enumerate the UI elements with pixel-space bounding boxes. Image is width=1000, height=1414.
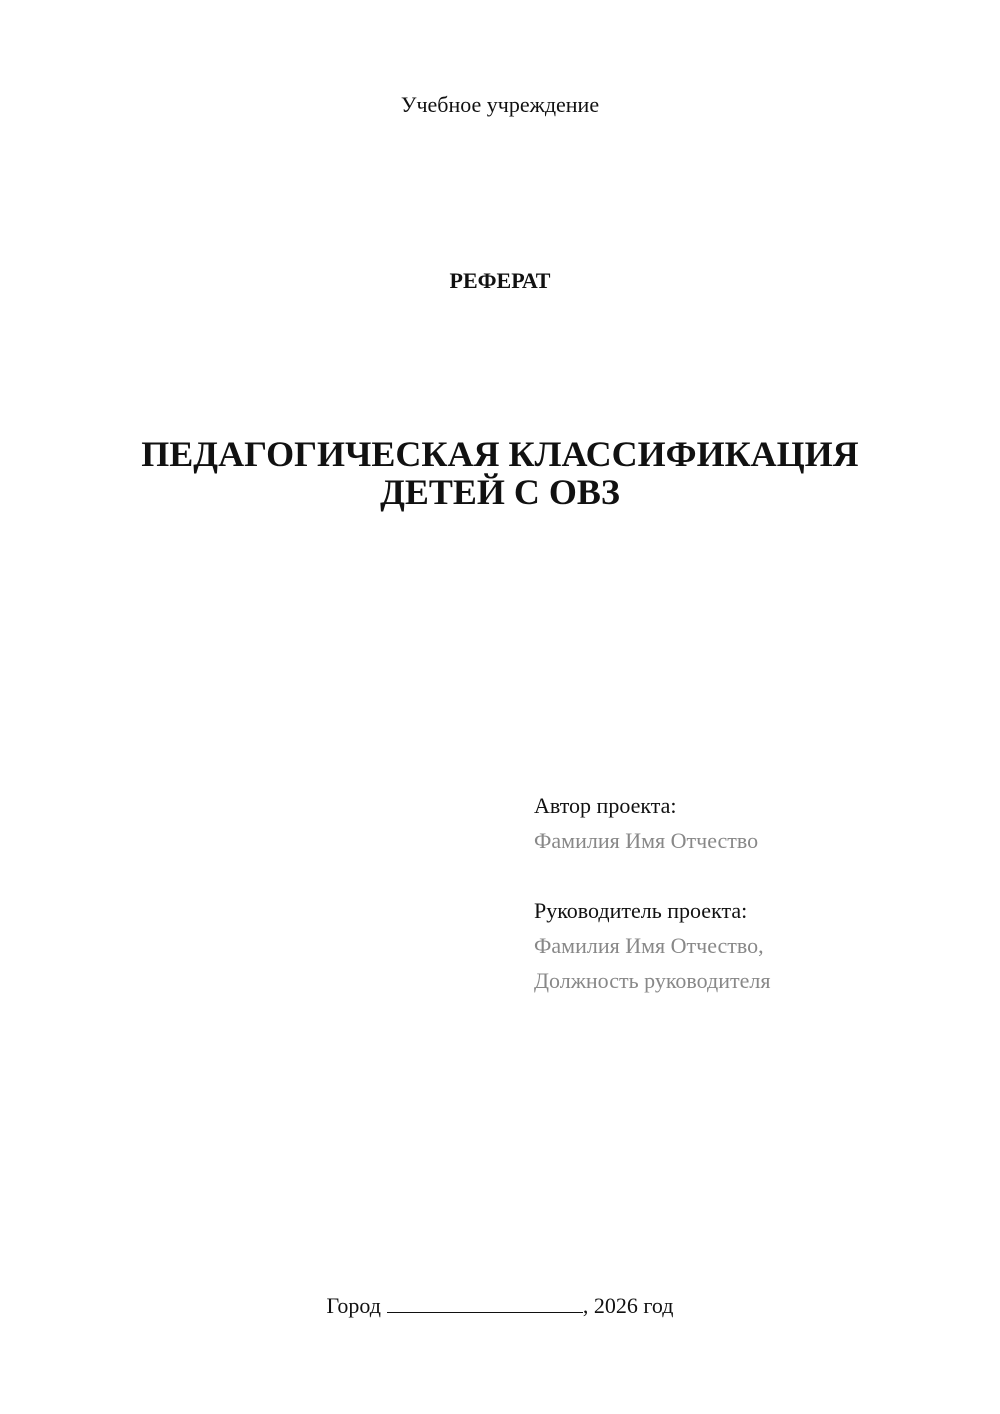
title-line-1: ПЕДАГОГИЧЕСКАЯ КЛАССИФИКАЦИЯ <box>141 434 859 474</box>
year-text: , 2026 год <box>582 1293 674 1318</box>
institution-name: Учебное учреждение <box>400 92 600 117</box>
spacer <box>534 858 974 893</box>
city-blank-underline <box>387 1290 583 1313</box>
city-year-line <box>0 1290 1000 1320</box>
author-name: Фамилия Имя Отчество <box>534 828 759 853</box>
city-label: Город <box>326 1293 381 1318</box>
supervisor-label: Руководитель проекта: <box>534 898 748 923</box>
people-block <box>534 788 974 998</box>
title-line-2: ДЕТЕЙ С ОВЗ <box>380 472 620 512</box>
supervisor-name: Фамилия Имя Отчество, <box>534 933 764 958</box>
document-title <box>0 435 1000 511</box>
document-type: РЕФЕРАТ <box>449 268 551 293</box>
supervisor-position: Должность руководителя <box>534 968 771 993</box>
author-label: Автор проекта: <box>534 793 677 818</box>
